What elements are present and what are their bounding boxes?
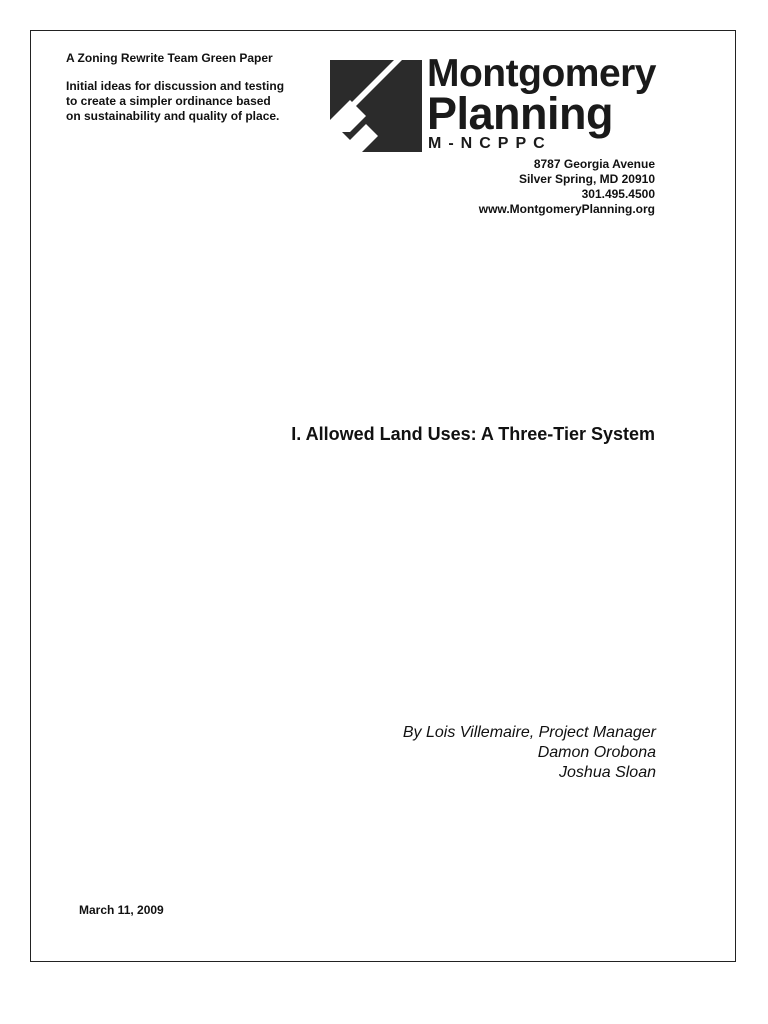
author-line: By Lois Villemaire, Project Manager bbox=[402, 724, 656, 741]
montgomery-planning-logo bbox=[330, 52, 690, 154]
logo-mark-square bbox=[330, 60, 422, 152]
author-line: Damon Orobona bbox=[537, 744, 656, 761]
author-line: Joshua Sloan bbox=[559, 764, 656, 781]
team-description bbox=[66, 79, 284, 124]
document-title: I. Allowed Land Uses: A Three-Tier System bbox=[291, 424, 655, 444]
description-line: to create a simpler ordinance based bbox=[66, 94, 271, 108]
description-line: Initial ideas for discussion and testing bbox=[66, 79, 285, 93]
logo-mark-icon bbox=[330, 60, 422, 152]
document-date: March 11, 2009 bbox=[79, 903, 164, 917]
logo-word-planning: Planning bbox=[427, 88, 613, 139]
team-title: A Zoning Rewrite Team Green Paper bbox=[66, 51, 273, 65]
address-street: 8787 Georgia Avenue bbox=[533, 157, 655, 171]
authors-block bbox=[403, 723, 656, 783]
logo-word-montgomery: Montgomery bbox=[427, 52, 656, 95]
address-phone: 301.495.4500 bbox=[581, 187, 655, 201]
address-block bbox=[479, 157, 655, 217]
address-website: www.MontgomeryPlanning.org bbox=[478, 202, 655, 216]
address-city: Silver Spring, MD 20910 bbox=[518, 172, 655, 186]
description-line: on sustainability and quality of place. bbox=[66, 109, 280, 123]
logo-subline: M-NCPPC bbox=[428, 135, 552, 152]
